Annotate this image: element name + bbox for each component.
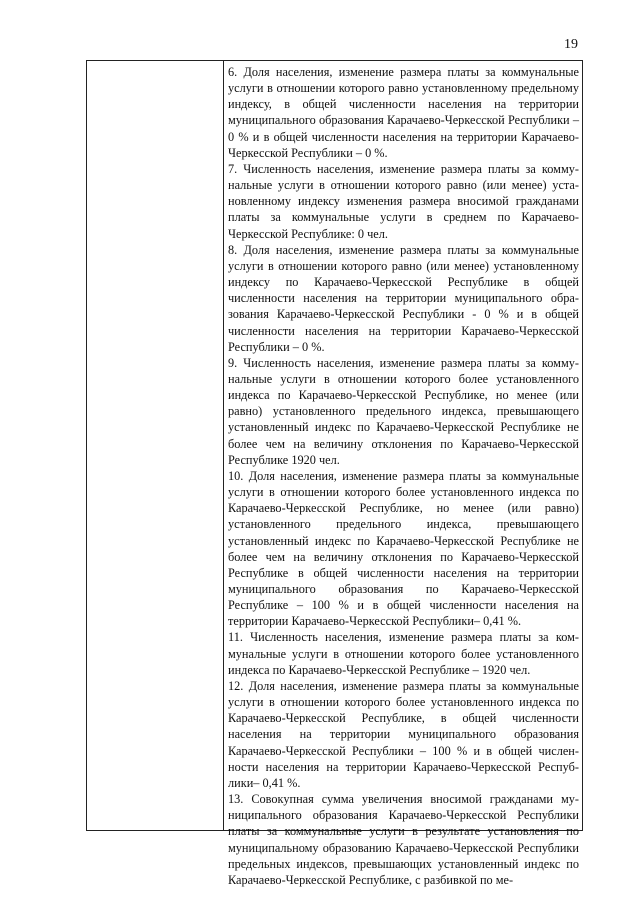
paragraph-item-8: 8. Доля населения, изменение размера платы за коммунальные услуги в отношении которого равно (или менее) установленному индексу по Карачаево-Черкесской Республике в общей численности населения на территории муниципального образования Карачаево-Черкесской Республики - 0 % и в общей численности населения на территории Карачаево-Черкесской Республики – 0 %. — [228, 242, 579, 354]
paragraph-item-12: 12. Доля населения, изменение размера платы за коммунальные услуги в отношении которого более установленного индекса по Карачаево-Черкесской Республике, в общей численности населения на территории муниципального образования Карачаево-Черкесской Республики – 100 % и в общей численности населения на территории Карачаево-Черкесской Республики– 0,41 %. — [228, 678, 579, 790]
paragraph-item-9: 9. Численность населения, изменение размера платы за коммунальные услуги в отношении которого более установленного индекса по Карачаево-Черкесской Республике, но менее (или равно) установленного предельного индекса, превышающего установленный индекс по Карачаево-Черкесской Республике не более чем на величину отклонения по Карачаево-Черкесской Республике 1920 чел. — [228, 355, 579, 467]
page-number: 19 — [564, 37, 578, 52]
paragraph-item-10: 10. Доля населения, изменение размера платы за коммунальные услуги в отношении которого более установленного индекса по Карачаево-Черкесской Республике, но менее (или равно) установленного предельного индекса, превышающего установленный индекс по Карачаево-Черкесской Республике не более чем на величину отклонения по Карачаево-Черкесской Республике в общей численности населения на территории муниципального образования по Карачаево-Черкесской Республике – 100 % и в общей численности населения на территории Карачаево-Черкесской Республики– 0,41 %. — [228, 468, 579, 629]
paragraph-item-13: 13. Совокупная сумма увеличения вносимой гражданами муниципального образования Карачаево-Черкесской Республики платы за коммунальные услуги в результате установления по муниципальному образованию Карачаево-Черкесской Республики предельных индексов, превышающих установленный индекс по Карачаево-Черкесской Республике, с разбивкой по ме- — [228, 792, 579, 887]
paragraph-item-7: 7. Численность населения, изменение размера платы за коммунальные услуги в отношении которого равно (или менее) установленному индексу изменения размера вносимой гражданами платы за коммунальные услуги в среднем по Карачаево-Черкесской Республике: 0 чел. — [228, 161, 579, 241]
table-right-column — [224, 61, 582, 887]
document-table — [86, 60, 583, 887]
paragraph-item-6: 6. Доля населения, изменение размера платы за коммунальные услуги в отношении которого равно установленному предельному индексу, в общей численности населения на территории муниципального образования Карачаево-Черкесской Республики – 0 % и в общей численности населения на территории Карачаево-Черкесской Республики – 0 %. — [228, 65, 579, 160]
paragraph-item-11: 11. Численность населения, изменение размера платы за коммунальные услуги в отношении которого более установленного индекса по Карачаево-Черкесской Республике – 1920 чел. — [228, 630, 579, 677]
table-left-column — [87, 61, 224, 830]
